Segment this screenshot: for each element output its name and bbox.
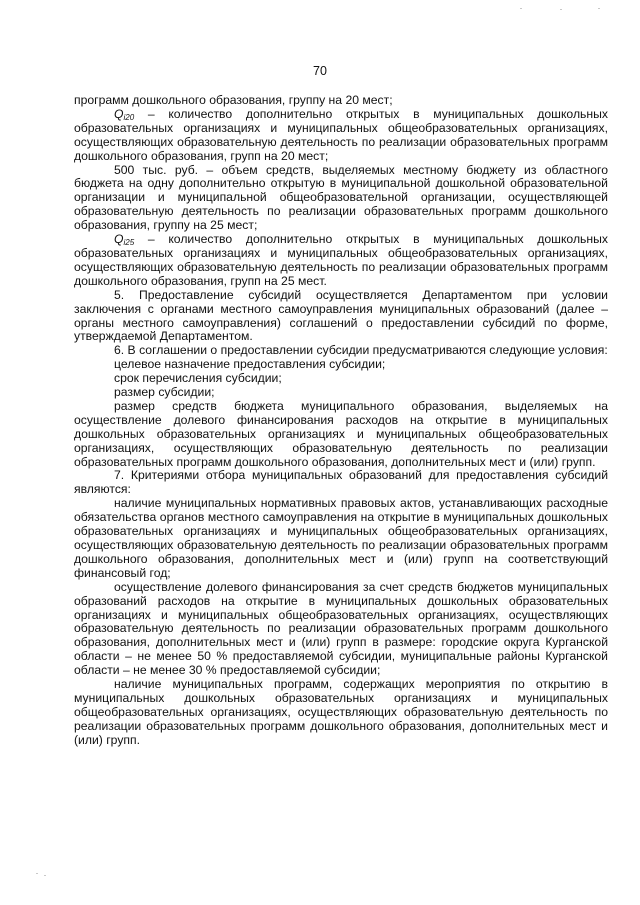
list-item-criterion: осуществление долевого финансирования за счет средств бюджетов муниципальных образований расходов на открытие в муниципальных дошкольных образовательных организациях и муниципальных общеобразовательных организациях, осуществляющих образовательную деятельность по реализации образовательных программ дошкольного образования, дополнительных мест и (или) групп в размере: городские округа Курганской области – не менее 50 % предоставляемой субсидии, муниципальные районы Курганской области – не менее 30 % предоставляемой субсидии; xyxy=(74,579,608,678)
variable-letter: Q xyxy=(114,232,124,247)
list-item-condition: срок перечисления субсидии; xyxy=(114,371,282,386)
list-item-criterion: наличие муниципальных программ, содержащих мероприятия по открытию в муниципальных дошкольных образовательных организациях и муниципальных общеобразовательных организациях, осуществляющих образовательную деятельность по реализации образовательных программ дошкольного образования, дополнительных мест и (или) групп. xyxy=(74,677,608,747)
list-item-condition: целевое назначение предоставления субсидии; xyxy=(114,357,386,372)
variable-subscript: i25 xyxy=(123,238,135,248)
paragraph: 500 тыс. руб. – объем средств, выделяемых местному бюджету из областного бюджета на одну дополнительно открытую в муниципальной дошкольной образовательной организации и муниципальной общеобразовательной организации, осуществляющей образовательную деятельность по реализации образовательных программ дошкольного образования, группу на 25 мест; xyxy=(74,162,608,233)
paragraph-clause-7: 7. Критериями отбора муниципальных образований для предоставления субсидий являются: xyxy=(74,468,608,497)
paragraph: программ дошкольного образования, группу на 20 мест; xyxy=(74,93,393,107)
scan-speck xyxy=(560,9,562,10)
variable-letter: Q xyxy=(114,106,124,121)
scan-speck xyxy=(36,873,38,874)
paragraph-clause-5: 5. Предоставление субсидий осуществляется Департаментом при условии заключения с органами местного самоуправления муниципальных образований (далее – органы местного самоуправления) соглашений о предоставлении субсидий по форме, утверждаемой Департаментом. xyxy=(74,287,608,344)
scan-speck xyxy=(44,875,46,876)
paragraph-clause-6: 6. В соглашении о предоставлении субсидии предусматриваются следующие условия: xyxy=(114,343,608,358)
list-item-criterion: наличие муниципальных нормативных правовых актов, устанавливающих расходные обязательства органов местного самоуправления на открытие в муниципальных дошкольных образовательных организациях и муниципальных общеобразовательных организациях, осуществляющих образовательную деятельность по реализации образовательных программ дошкольного образования, дополнительных мест и (или) групп на соответствующий финансовый год; xyxy=(74,496,608,580)
scan-speck xyxy=(598,8,600,9)
variable-definition-text: – количество дополнительно открытых в муниципальных дошкольных образовательных организациях и муниципальных общеобразовательных организациях, осуществляющих образовательную деятельность по реализации образовательных программ дошкольного образования, групп на 25 мест. xyxy=(74,232,608,288)
page-number: 70 xyxy=(313,64,327,78)
list-item-condition: размер субсидии; xyxy=(114,385,215,400)
variable-subscript: i20 xyxy=(123,112,135,122)
variable-symbol xyxy=(114,232,134,246)
variable-definition-text: – количество дополнительно открытых в муниципальных дошкольных образовательных организациях и муниципальных общеобразовательных организациях, осуществляющих образовательную деятельность по реализации образовательных программ дошкольного образования, групп на 20 мест; xyxy=(74,106,608,163)
list-item-condition: размер средств бюджета муниципального образования, выделяемых на осуществление долевого финансирования расходов на открытие в муниципальных дошкольных образовательных организациях и муниципальных общеобразовательных организациях, осуществляющих образовательную деятельность по реализации образовательных программ дошкольного образования, дополнительных мест и (или) групп. xyxy=(74,398,608,469)
paragraph-variable-definition xyxy=(74,108,608,164)
document-body xyxy=(74,94,608,748)
variable-symbol xyxy=(114,107,134,121)
scan-speck xyxy=(520,8,522,9)
paragraph-variable-definition xyxy=(74,233,608,289)
